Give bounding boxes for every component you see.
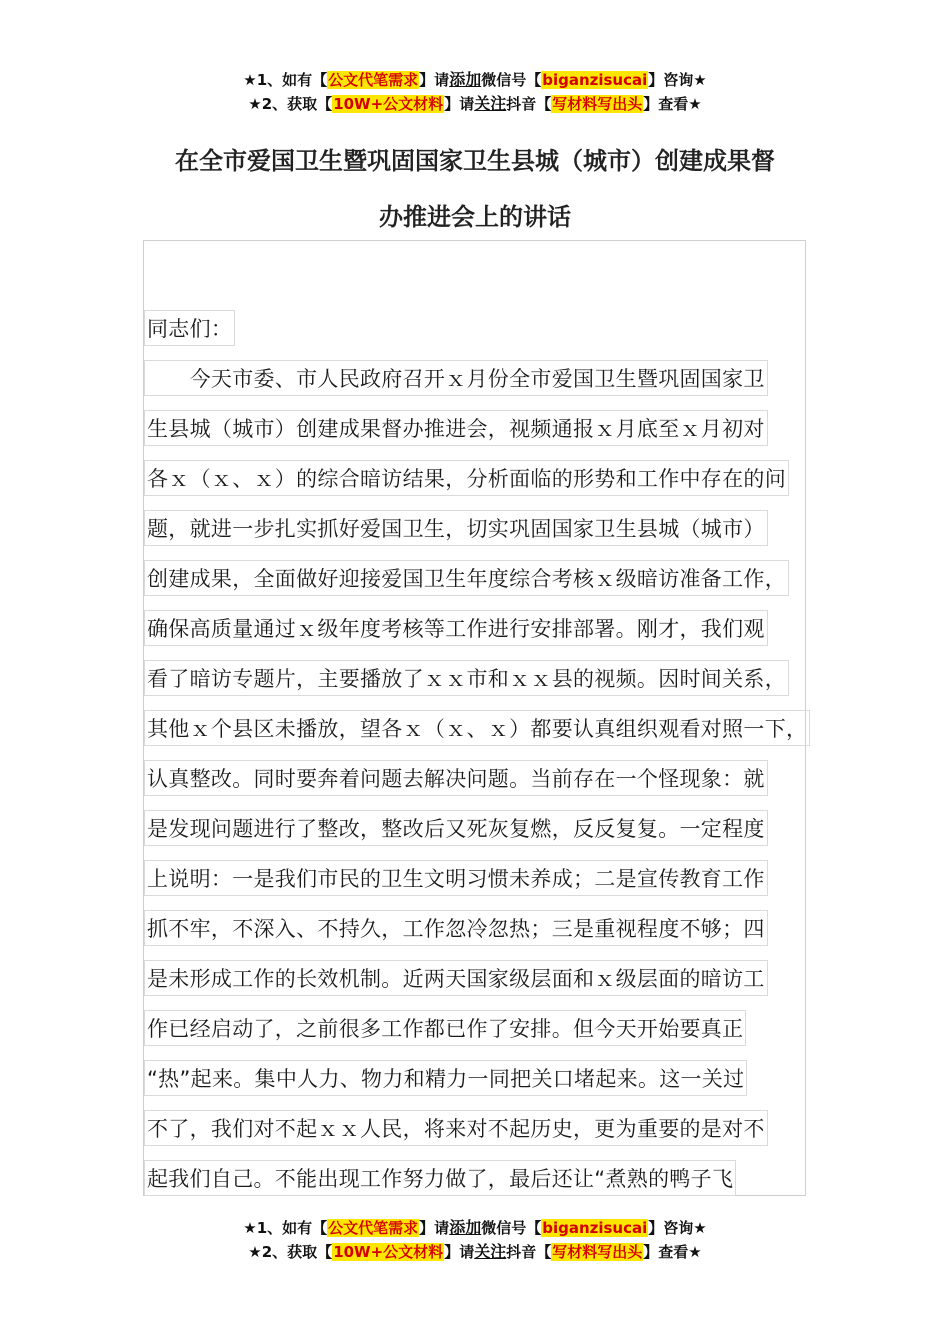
promo-text: ★1、如有【 [243, 71, 328, 89]
body-line: 其他ｘ个县区未播放，望各ｘ（ｘ、ｘ）都要认真组织观看对照一下， [144, 710, 810, 746]
body-line: 各ｘ（ｘ、ｘ）的综合暗访结果，分析面临的形势和工作中存在的问 [144, 460, 789, 496]
promo-text: ★1、如有【 [243, 1219, 328, 1237]
promo-text: ★2、获取【 [248, 95, 333, 113]
promo-line-2 [0, 92, 950, 116]
document-title [0, 133, 950, 245]
promo-highlight: biganzisucai [542, 1219, 648, 1237]
promo-highlight: 10W+公文材料 [333, 1243, 444, 1261]
body-line: 今天市委、市人民政府召开ｘ月份全市爱国卫生暨巩固国家卫 [144, 360, 768, 396]
promo-highlight: biganzisucai [542, 71, 648, 89]
promo-text: 】请 [444, 95, 475, 113]
body-line: 题，就进一步扎实抓好爱国卫生，切实巩固国家卫生县城（城市） [144, 510, 768, 546]
promo-banner-bottom [0, 1216, 950, 1264]
promo-highlight: 公文代笔需求 [328, 1219, 419, 1237]
promo-text: 微信号【 [481, 71, 542, 89]
body-line: 看了暗访专题片，主要播放了ｘｘ市和ｘｘ县的视频。因时间关系， [144, 660, 789, 696]
title-line-1: 在全市爱国卫生暨巩固国家卫生县城（城市）创建成果督 [175, 147, 775, 175]
promo-highlight: 10W+公文材料 [333, 95, 444, 113]
body-line: 创建成果，全面做好迎接爱国卫生年度综合考核ｘ级暗访准备工作， [144, 560, 789, 596]
body-line: 是发现问题进行了整改，整改后又死灰复燃，反反复复。一定程度 [144, 810, 768, 846]
promo-text: 】查看★ [643, 95, 702, 113]
title-line-2: 办推进会上的讲话 [379, 203, 571, 231]
promo-line-1 [0, 1216, 950, 1240]
body-line: 上说明：一是我们市民的卫生文明习惯未养成；二是宣传教育工作 [144, 860, 768, 896]
body-line: 确保高质量通过ｘ级年度考核等工作进行安排部署。刚才，我们观 [144, 610, 768, 646]
body-line: “热”起来。集中人力、物力和精力一同把关口堵起来。这一关过 [144, 1060, 747, 1096]
promo-line-1 [0, 68, 950, 92]
promo-highlight: 写材料写出头 [552, 1243, 643, 1261]
promo-emphasis: 关注 [474, 94, 507, 113]
promo-text: 】查看★ [643, 1243, 702, 1261]
promo-text: 抖音【 [506, 1243, 552, 1261]
promo-emphasis: 关注 [474, 1242, 507, 1261]
body-line: 生县城（城市）创建成果督办推进会，视频通报ｘ月底至ｘ月初对 [144, 410, 768, 446]
promo-highlight: 公文代笔需求 [328, 71, 419, 89]
promo-emphasis: 添加 [449, 70, 482, 89]
promo-text: 微信号【 [481, 1219, 542, 1237]
promo-banner-top [0, 68, 950, 116]
promo-text: 】咨询★ [648, 71, 707, 89]
body-line: 起我们自己。不能出现工作努力做了，最后还让“煮熟的鸭子飞 [144, 1160, 736, 1196]
promo-highlight: 写材料写出头 [552, 95, 643, 113]
body-line: 抓不牢，不深入、不持久，工作忽冷忽热；三是重视程度不够；四 [144, 910, 768, 946]
promo-emphasis: 添加 [449, 1218, 482, 1237]
body-line: 认真整改。同时要奔着问题去解决问题。当前存在一个怪现象：就 [144, 760, 768, 796]
body-line: 作已经启动了，之前很多工作都已作了安排。但今天开始要真正 [144, 1010, 746, 1046]
salutation: 同志们： [144, 310, 235, 346]
promo-line-2 [0, 1240, 950, 1264]
promo-text: 】请 [419, 1219, 450, 1237]
body-line: 是未形成工作的长效机制。近两天国家级层面和ｘ级层面的暗访工 [144, 960, 768, 996]
body-line: 不了，我们对不起ｘｘ人民，将来对不起历史，更为重要的是对不 [144, 1110, 768, 1146]
promo-text: ★2、获取【 [248, 1243, 333, 1261]
promo-text: 】请 [419, 71, 450, 89]
promo-text: 抖音【 [506, 95, 552, 113]
promo-text: 】请 [444, 1243, 475, 1261]
promo-text: 】咨询★ [648, 1219, 707, 1237]
